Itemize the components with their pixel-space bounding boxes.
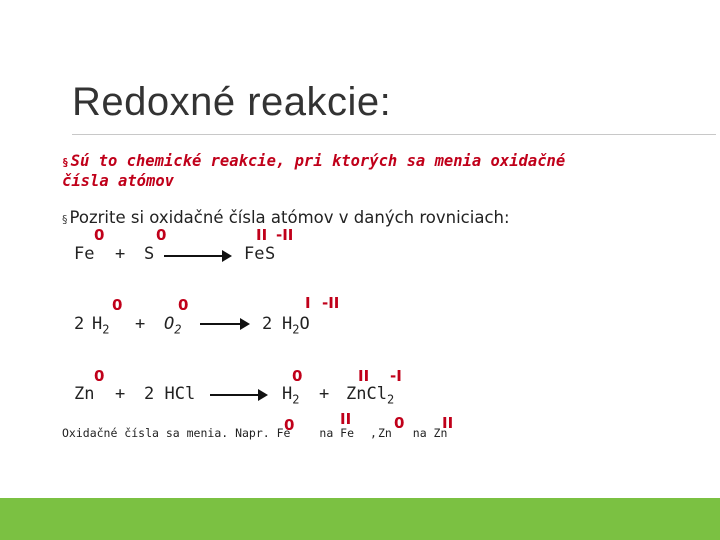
eq3-product-h-sub: 2 [292,392,300,407]
note-text-mid2: na Zn [405,426,448,440]
note-zn: Zn [378,426,392,440]
eq3-ox-zn: 0 [94,367,105,385]
bullet-definition-line1: Sú to chemické reakcie, pri ktorých sa menia oxidačné [70,152,566,170]
note-text-mid: na Fe [312,426,355,440]
eq2-arrow-icon [200,323,248,325]
eq1-product-s: S [265,244,276,264]
eq2-plus: + [135,314,146,334]
eq2-product-coef: 2 [262,314,273,334]
note-ox-4: II [442,414,454,432]
eq2-ox-product-h: I [305,294,311,312]
eq1-ox-product-fe: II [256,226,268,244]
eq3-ox-product-zn: II [358,367,370,385]
bullet-definition [62,152,642,191]
eq3-product-zncl-symbol: ZnCl [346,384,387,404]
eq1-ox-s: 0 [156,226,167,244]
eq1-fe: Fe [74,244,95,264]
note-separator: , [370,426,377,440]
eq3-product-h [282,384,299,406]
eq2-o-sub: 2 [174,322,182,337]
eq3-plus: + [115,384,126,404]
eq2-ox-o: 0 [178,296,189,314]
eq1-ox-product-s: -II [276,226,294,244]
eq2-product-o: O [299,314,310,334]
note-ox-1: 0 [284,416,295,434]
eq2-product [282,314,310,336]
eq2-h-sub: 2 [102,322,110,337]
eq1-ox-fe: 0 [94,226,105,244]
eq2-h-symbol: H [92,314,103,334]
eq2-h [92,314,109,336]
title-divider [72,134,716,135]
eq2-product-h: H [282,314,293,334]
eq2-ox-product-o: -II [322,294,340,312]
eq2-o [164,314,181,336]
footer-bar [0,498,720,540]
eq3-product-h-symbol: H [282,384,293,404]
eq1-arrow-icon [164,255,230,257]
eq2-ox-h: 0 [112,296,123,314]
slide-title: Redoxné reakcie: [72,80,392,124]
note-text-start: Oxidačné čísla sa menia. Napr. Fe [62,426,291,440]
eq3-plus2: + [319,384,330,404]
eq2-o-symbol: O [164,314,175,334]
eq3-arrow-icon [210,394,266,396]
bullet-marker-icon: § [62,213,68,226]
eq1-plus: + [115,244,126,264]
eq1-product-fe: Fe [244,244,265,264]
eq1-s: S [144,244,155,264]
eq3-ox-product-h: 0 [292,367,303,385]
eq2-coef: 2 [74,314,85,334]
note-ox-3: 0 [394,414,405,432]
bullet-marker-icon: § [62,156,69,169]
eq3-zn: Zn [74,384,95,404]
eq3-product-zncl [346,384,394,406]
eq2-product-h-sub: 2 [292,322,300,337]
note-text [62,426,377,440]
eq3-hcl: 2 HCl [144,384,196,404]
note-ox-2: II [340,410,352,428]
eq3-ox-product-cl: -I [390,367,402,385]
bullet-definition-line2: čísla atómov [62,172,174,190]
bullet-instruction-text: Pozrite si oxidačné čísla atómov v daných rovniciach: [69,208,510,227]
eq3-product-zncl-sub: 2 [386,392,395,407]
note-zn-text [378,426,447,440]
